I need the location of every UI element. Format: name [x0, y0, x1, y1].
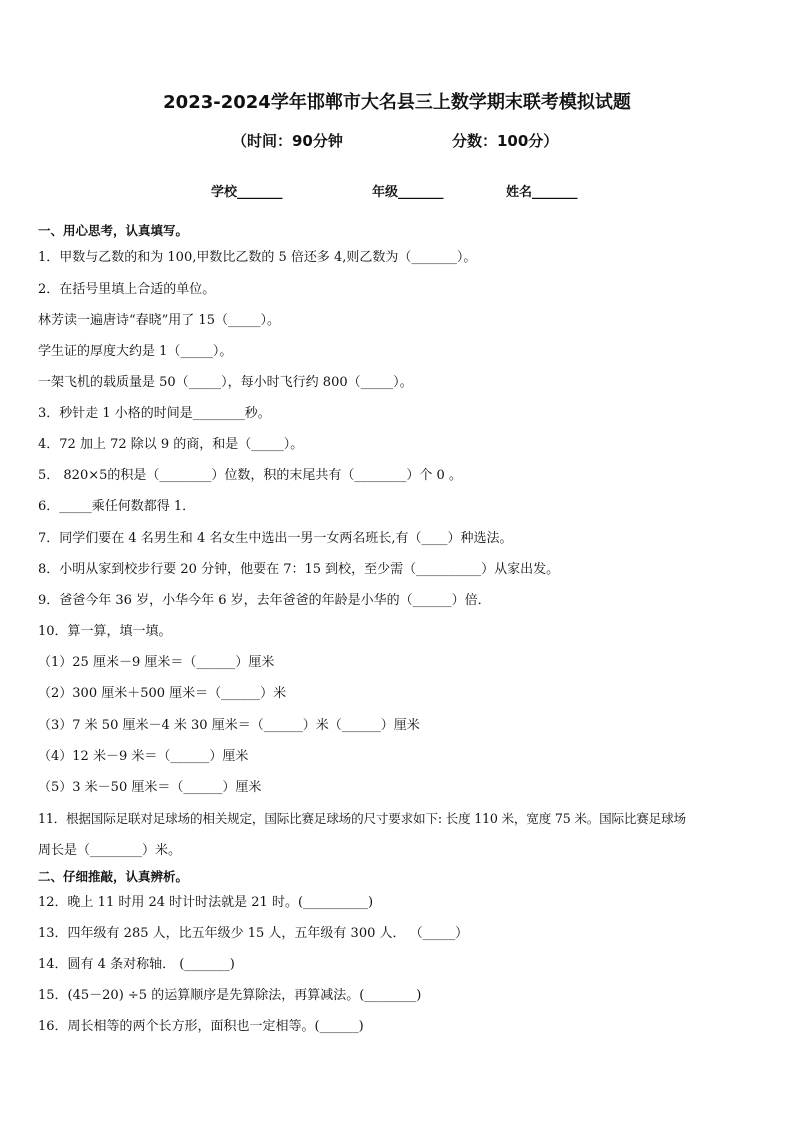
- question-10-item-5: （5）3 米－50 厘米＝（______）厘米: [38, 780, 262, 795]
- question-12: 12．晚上 11 时用 24 时计时法就是 21 时。(__________): [38, 895, 374, 910]
- school-field: 学校_______: [211, 185, 283, 200]
- page-title: 2023-2024学年邯郸市大名县三上数学期末联考模拟试题: [163, 92, 631, 113]
- question-6: 6．_____乘任何数都得 1．: [38, 499, 196, 514]
- question-4: 4．72 加上 72 除以 9 的商，和是（_____）。: [38, 437, 304, 452]
- question-10-item-1: （1）25 厘米－9 厘米＝（______）厘米: [38, 655, 275, 670]
- question-11-cont: 周长是（________）米。: [38, 843, 182, 858]
- question-7: 7．同学们要在 4 名男生和 4 名女生中选出一男一女两名班长,有（____）种选法。: [38, 531, 513, 546]
- question-3: 3．秒针走 1 小格的时间是________秒。: [38, 406, 271, 421]
- name-field: 姓名_______: [506, 185, 578, 200]
- question-1: 1．甲数与乙数的和为 100,甲数比乙数的 5 倍还多 4,则乙数为（_______）。: [38, 250, 477, 265]
- question-16: 16．周长相等的两个长方形，面积也一定相等。(______): [38, 1019, 364, 1034]
- question-2-item-2: 学生证的厚度大约是 1（_____）。: [38, 344, 233, 359]
- question-13: 13．四年级有 285 人，比五年级少 15 人，五年级有 300 人． （_____）: [38, 926, 469, 941]
- question-2: 2．在括号里填上合适的单位。: [38, 282, 216, 297]
- question-10-item-2: （2）300 厘米＋500 厘米＝（______）米: [38, 686, 287, 701]
- question-10: 10．算一算，填一填。: [38, 624, 172, 639]
- question-15: 15．(45－20) ÷5 的运算顺序是先算除法，再算减法。(________): [38, 988, 422, 1003]
- question-10-item-4: （4）12 米－9 米＝（______）厘米: [38, 749, 249, 764]
- grade-field: 年级_______: [372, 185, 444, 200]
- question-9: 9．爸爸今年 36 岁，小华今年 6 岁，去年爸爸的年龄是小华的（______）倍．: [38, 593, 491, 608]
- exam-score: 分数：100分）: [452, 132, 559, 150]
- exam-time: （时间：90分钟: [232, 132, 343, 150]
- question-2-item-3: 一架飞机的载质量是 50（_____），每小时飞行约 800（_____）。: [38, 375, 413, 390]
- section-heading-2: 二、仔细推敲，认真辨析。: [38, 869, 189, 884]
- question-5: 5． 820×5的积是（________）位数，积的末尾共有（________）个 0 。: [38, 468, 462, 483]
- question-11: 11．根据国际足联对足球场的相关规定，国际比赛足球场的尺寸要求如下: 长度 110 米，宽度 75 米。国际比赛足球场: [38, 811, 686, 826]
- question-8: 8．小明从家到校步行要 20 分钟，他要在 7：15 到校，至少需（__________）从家出发。: [38, 562, 560, 577]
- section-heading-1: 一、用心思考，认真填写。: [38, 223, 189, 238]
- question-14: 14．圆有 4 条对称轴． (_______): [38, 957, 235, 972]
- question-2-item-1: 林芳读一遍唐诗“春晓”用了 15（_____）。: [38, 313, 280, 328]
- question-10-item-3: （3）7 米 50 厘米－4 米 30 厘米＝（______）米（______）厘米: [38, 718, 420, 733]
